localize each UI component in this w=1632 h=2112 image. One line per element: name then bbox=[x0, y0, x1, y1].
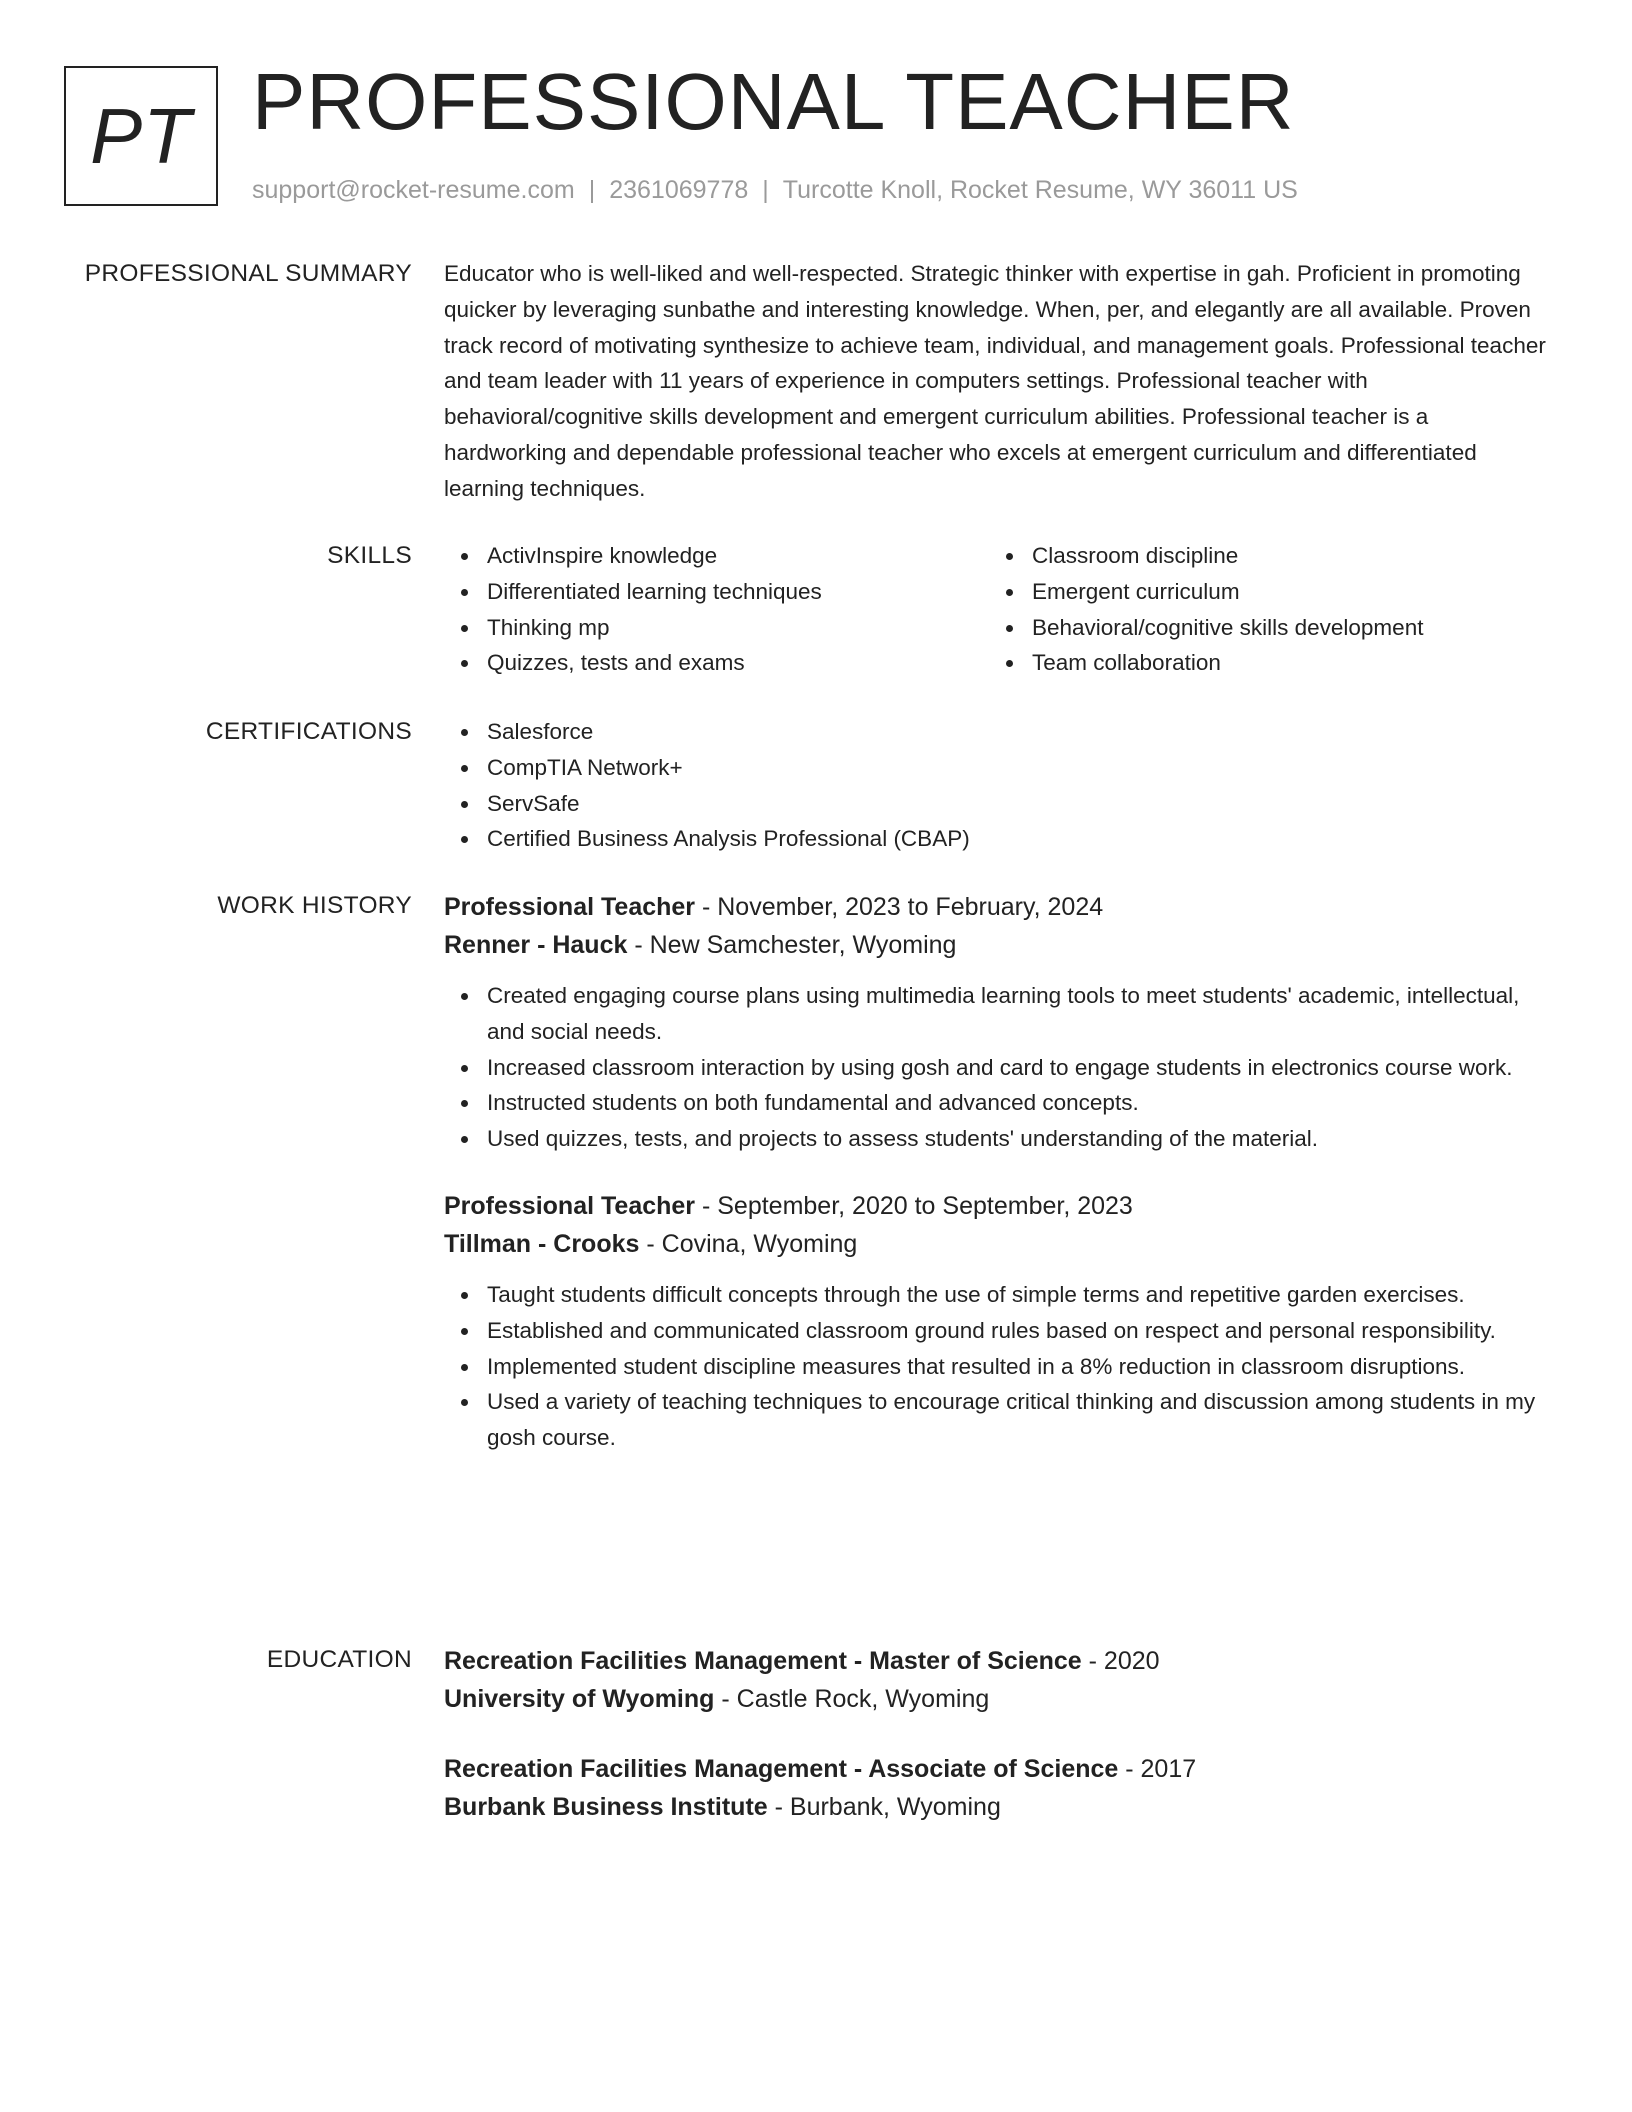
job-entry bbox=[444, 1187, 1554, 1456]
job-duties-list bbox=[444, 1277, 1554, 1456]
skill-item: Team collaboration bbox=[989, 645, 1534, 681]
section-heading: SKILLS bbox=[327, 542, 412, 569]
job-duty: Implemented student discipline measures that resulted in a 8% reduction in classroom disruptions. bbox=[444, 1349, 1554, 1385]
contact-line bbox=[252, 172, 1298, 208]
job-dates: - November, 2023 to February, 2024 bbox=[695, 893, 1104, 921]
job-duty: Increased classroom interaction by using gosh and card to engage students in electronics course work. bbox=[444, 1050, 1554, 1086]
job-duties-list bbox=[444, 978, 1554, 1157]
section-heading: EDUCATION bbox=[266, 1646, 412, 1673]
graduation-year: - 2020 bbox=[1081, 1647, 1160, 1675]
degree-line bbox=[444, 1642, 1554, 1680]
job-org-line bbox=[444, 1225, 1554, 1263]
skills-list-right bbox=[989, 538, 1534, 681]
job-duty: Instructed students on both fundamental and advanced concepts. bbox=[444, 1085, 1554, 1121]
company-name: Tillman - Crooks bbox=[444, 1229, 640, 1258]
skill-item: Classroom discipline bbox=[989, 538, 1534, 574]
education-entry bbox=[444, 1642, 1554, 1718]
company-name: Renner - Hauck bbox=[444, 931, 628, 959]
summary-text: Educator who is well-liked and well-respected. Strategic thinker with expertise in gah. Proficient in promoting quicker by leveraging sunbathe and interesting knowledge. When, per, and elegantly are all available. Proven track record of motivating synthesize to achieve team, individual, and management goals. Professional teacher and team leader with 11 years of experience in computers settings. Professional teacher with behavioral/cognitive skills development and emergent curriculum abilities. Professional teacher is a hardworking and dependable professional teacher who excels at emergent curriculum and differentiated learning techniques. bbox=[444, 261, 1546, 501]
job-location: - New Samchester, Wyoming bbox=[627, 931, 957, 959]
job-title-line bbox=[444, 888, 1554, 926]
work-history-body bbox=[444, 888, 1554, 1456]
skill-item: Differentiated learning techniques bbox=[444, 574, 989, 610]
job-duty: Used quizzes, tests, and projects to assess students' understanding of the material. bbox=[444, 1121, 1554, 1157]
skill-item: Quizzes, tests and exams bbox=[444, 645, 989, 681]
monogram-box bbox=[64, 66, 218, 206]
phone-number[interactable]: 2361069778 bbox=[609, 176, 749, 204]
job-org-line bbox=[444, 926, 1554, 964]
job-dates: - September, 2020 to September, 2023 bbox=[695, 1191, 1133, 1220]
candidate-name: PROFESSIONAL TEACHER bbox=[252, 57, 1295, 146]
certification-item: CompTIA Network+ bbox=[444, 750, 1554, 786]
job-duty: Taught students difficult concepts through the use of simple terms and repetitive garden exercises. bbox=[444, 1277, 1554, 1313]
degree-line bbox=[444, 1750, 1554, 1788]
skill-item: ActivInspire knowledge bbox=[444, 538, 989, 574]
degree-name: Recreation Facilities Management - Master of Science bbox=[444, 1647, 1082, 1675]
job-duty: Established and communicated classroom ground rules based on respect and personal responsibility. bbox=[444, 1313, 1554, 1349]
certifications-body bbox=[444, 714, 1554, 857]
job-duty: Used a variety of teaching techniques to encourage critical thinking and discussion among students in my gosh course. bbox=[444, 1384, 1554, 1456]
certifications-list bbox=[444, 714, 1554, 857]
job-location: - Covina, Wyoming bbox=[639, 1229, 858, 1258]
certification-item: Certified Business Analysis Professional (CBAP) bbox=[444, 821, 1554, 857]
degree-name: Recreation Facilities Management - Associate of Science bbox=[444, 1755, 1119, 1783]
contact-separator: | bbox=[762, 176, 769, 204]
education-body bbox=[444, 1642, 1554, 1826]
skills-grid bbox=[444, 538, 1554, 681]
school-name: Burbank Business Institute bbox=[444, 1793, 768, 1821]
section-heading: PROFESSIONAL SUMMARY bbox=[84, 260, 412, 287]
skill-item: Emergent curriculum bbox=[989, 574, 1534, 610]
skills-list-left bbox=[444, 538, 989, 681]
skill-item: Behavioral/cognitive skills development bbox=[989, 610, 1534, 646]
school-location: - Burbank, Wyoming bbox=[767, 1793, 1001, 1821]
school-line bbox=[444, 1680, 1554, 1718]
address: Turcotte Knoll, Rocket Resume, WY 36011 US bbox=[782, 176, 1298, 204]
education-entry bbox=[444, 1750, 1554, 1826]
school-line bbox=[444, 1788, 1554, 1826]
school-location: - Castle Rock, Wyoming bbox=[714, 1685, 990, 1713]
email-link[interactable]: support@rocket-resume.com bbox=[252, 176, 575, 204]
certification-item: ServSafe bbox=[444, 786, 1554, 822]
section-heading: CERTIFICATIONS bbox=[205, 718, 412, 745]
section-heading: WORK HISTORY bbox=[217, 892, 412, 919]
job-title-line bbox=[444, 1187, 1554, 1225]
certification-item: Salesforce bbox=[444, 714, 1554, 750]
job-duty: Created engaging course plans using multimedia learning tools to meet students' academic, intellectual, and social needs. bbox=[444, 978, 1554, 1050]
contact-separator: | bbox=[588, 176, 596, 204]
school-name: University of Wyoming bbox=[444, 1685, 715, 1713]
job-entry bbox=[444, 888, 1554, 1157]
job-title: Professional Teacher bbox=[444, 1191, 696, 1220]
graduation-year: - 2017 bbox=[1118, 1755, 1197, 1783]
monogram-initials: PT bbox=[90, 91, 192, 180]
job-title: Professional Teacher bbox=[444, 893, 696, 921]
skill-item: Thinking mp bbox=[444, 610, 989, 646]
